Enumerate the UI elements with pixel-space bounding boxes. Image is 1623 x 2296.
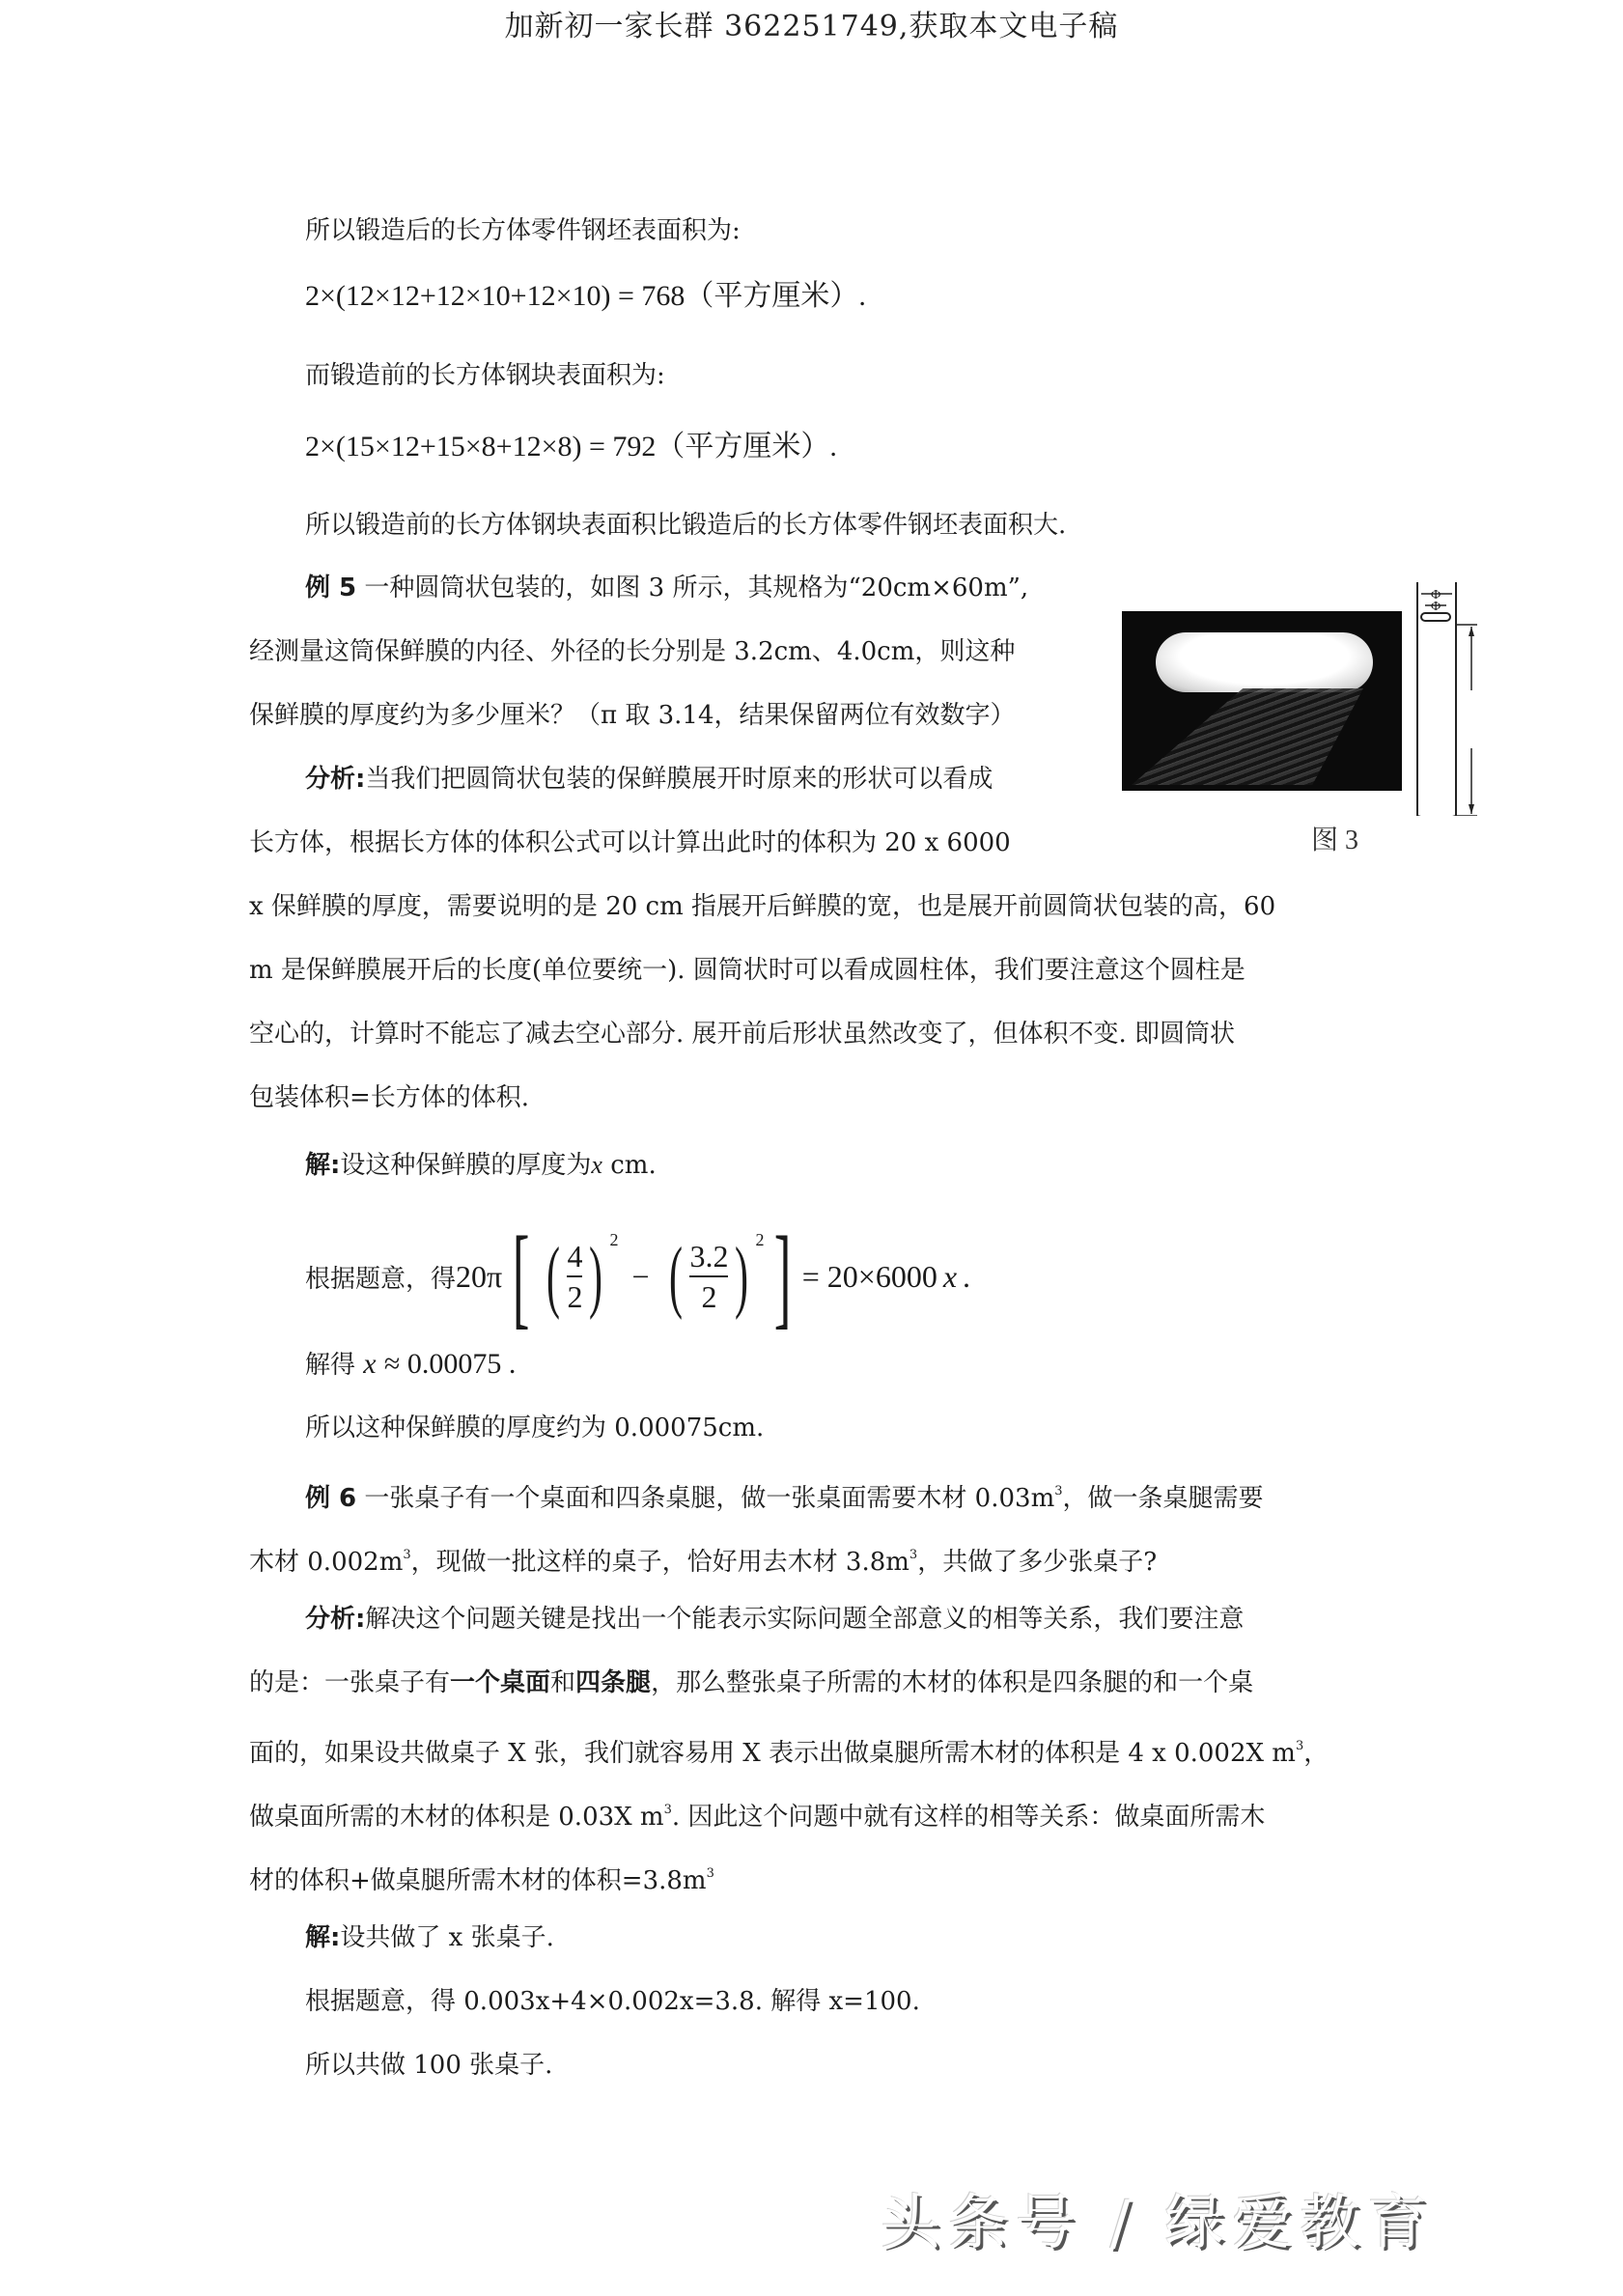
text-line: 所以锻造后的长方体零件钢坯表面积为: xyxy=(305,216,741,245)
example6-analysis-line xyxy=(249,1730,1329,1770)
example5-analysis-line: 长方体，根据长方体的体积公式可以计算出此时的体积为 20 x 6000 xyxy=(249,828,1011,857)
variable-x: x xyxy=(942,1258,958,1294)
svg-text:Φ: Φ xyxy=(1431,600,1441,614)
left-paren: ( xyxy=(669,1231,684,1321)
superscript: 3 xyxy=(1295,1739,1304,1753)
period: . xyxy=(963,1258,971,1294)
superscript: 3 xyxy=(1054,1484,1063,1498)
denominator: 2 xyxy=(567,1279,583,1314)
example5-analysis-line: 包装体积=长方体的体积. xyxy=(249,1083,530,1112)
analysis-text: 解决这个问题关键是找出一个能表示实际问题全部意义的相等关系，我们要注意 xyxy=(365,1605,1245,1634)
equation-rhs: = 20×6000 xyxy=(801,1258,937,1294)
unit-text: cm. xyxy=(602,1151,657,1180)
example5-solution-line xyxy=(305,1149,657,1182)
film-roll-shape xyxy=(1156,632,1373,692)
example6-equation-line: 根据题意，得 0.003x+4×0.002x=3.8. 解得 x=100. xyxy=(305,1987,920,2016)
equation-surface-before: 2×(15×12+15×8+12×8) = 792（平方厘米）. xyxy=(305,431,837,462)
example5-problem-line xyxy=(305,572,1028,604)
unrolled-film-shape xyxy=(1132,688,1363,785)
cling-film-photo xyxy=(1122,611,1402,791)
analysis-text: 面的，如果设共做桌子 X 张，我们就容易用 X 表示出做桌腿所需木材的体积是 4 x 0.002X m xyxy=(249,1739,1296,1768)
variable-x: x xyxy=(363,1348,377,1380)
equation-surface-after: 2×(12×12+12×10+12×10) = 768（平方厘米）. xyxy=(305,280,866,312)
left-bracket: [ xyxy=(512,1213,530,1339)
example6-answer-line: 所以共做 100 张桌子. xyxy=(305,2051,553,2080)
svg-text:Φ: Φ xyxy=(1431,588,1441,602)
analysis-text: 当我们把圆筒状包装的保鲜膜展开时原来的形状可以看成 xyxy=(365,765,993,794)
minus-sign: − xyxy=(631,1258,650,1294)
solution-text: 设这种保鲜膜的厚度为 xyxy=(340,1151,592,1180)
problem-text: ，做一条桌腿需要 xyxy=(1062,1484,1264,1513)
right-paren: ) xyxy=(589,1231,603,1321)
example5-label: 例 5 xyxy=(305,574,357,602)
denominator: 2 xyxy=(701,1279,717,1314)
problem-text: 一种圆筒状包装的，如图 3 所示，其规格为“20cm×60m”, xyxy=(356,574,1029,602)
analysis-text: ， xyxy=(1303,1739,1329,1768)
page-header-note: 加新初一家长群 362251749,获取本文电子稿 xyxy=(504,10,1119,43)
variable-x: x xyxy=(591,1151,602,1179)
superscript: 3 xyxy=(403,1548,411,1562)
exponent: 2 xyxy=(755,1230,765,1249)
right-bracket: ] xyxy=(774,1213,792,1339)
analysis-label: 分析: xyxy=(305,765,366,794)
example5-problem-line: 经测量这筒保鲜膜的内径、外径的长分别是 3.2cm、4.0cm，则这种 xyxy=(249,637,1016,666)
watermark: 头条号 / 绿爱教育 xyxy=(881,2187,1436,2257)
example5-answer-line: 所以这种保鲜膜的厚度约为 0.00075cm. xyxy=(305,1414,765,1442)
equation-prefix: 根据题意，得 xyxy=(305,1264,457,1294)
equation-coefficient: 20π xyxy=(456,1258,503,1294)
analysis-text: 和 xyxy=(550,1668,576,1697)
superscript: 3 xyxy=(663,1803,672,1817)
example5-analysis-line: m 是保鲜膜展开后的长度(单位要统一). 圆筒状时可以看成圆柱体，我们要注意这个圆柱是 xyxy=(249,956,1245,985)
example5-analysis-line xyxy=(305,763,993,796)
conclusion-line: 所以锻造前的长方体钢块表面积比锻造后的长方体零件钢坯表面积大. xyxy=(305,511,1067,540)
example6-analysis-line xyxy=(249,1858,714,1897)
analysis-label: 分析: xyxy=(305,1605,366,1634)
example6-analysis-line xyxy=(305,1603,1244,1636)
analysis-text: 材的体积+做桌腿所需木材的体积=3.8m xyxy=(249,1866,707,1895)
solution-label: 解: xyxy=(305,1151,341,1180)
analysis-text: 的是：一张桌子有 xyxy=(249,1668,451,1697)
example5-analysis-line: x 保鲜膜的厚度，需要说明的是 20 cm 指展开后鲜膜的宽，也是展开前圆筒状包装的高，60 xyxy=(249,892,1276,921)
superscript: 3 xyxy=(909,1548,918,1562)
right-paren: ) xyxy=(735,1231,749,1321)
exponent: 2 xyxy=(609,1230,619,1249)
example6-analysis-line xyxy=(249,1794,1265,1834)
numerator: 4 xyxy=(567,1239,583,1274)
text-line: 而锻造前的长方体钢块表面积为: xyxy=(305,361,665,390)
example5-problem-line: 保鲜膜的厚度约为多少厘米？（π 取 3.14，结果保留两位有效数字） xyxy=(249,701,1016,730)
solution-label: 解: xyxy=(305,1923,341,1952)
left-paren: ( xyxy=(546,1231,561,1321)
emphasis-text: 一个桌面 xyxy=(450,1668,551,1697)
example5-result-line xyxy=(305,1348,516,1382)
example5-analysis-line: 空心的，计算时不能忘了减去空心部分. 展开前后形状虽然改变了，但体积不变. 即圆筒状 xyxy=(249,1020,1236,1049)
analysis-text: . 因此这个问题中就有这样的相等关系：做桌面所需木 xyxy=(671,1803,1266,1832)
solution-text: 设共做了 x 张桌子. xyxy=(340,1923,554,1952)
analysis-text: ，那么整张桌子所需的木材的体积是四条腿的和一个桌 xyxy=(651,1668,1254,1697)
fraction-inner xyxy=(689,1239,728,1314)
problem-text: ，共做了多少张桌子? xyxy=(917,1548,1158,1577)
superscript: 3 xyxy=(706,1866,714,1881)
example6-solution-line xyxy=(305,1921,554,1954)
fraction-bar xyxy=(689,1275,728,1277)
fraction-bar xyxy=(567,1275,582,1277)
example6-label: 例 6 xyxy=(305,1484,357,1513)
problem-text: 一张桌子有一个桌面和四条桌腿，做一张桌面需要木材 0.03m xyxy=(356,1484,1055,1513)
fraction-outer xyxy=(567,1239,582,1314)
numerator: 3.2 xyxy=(689,1239,729,1274)
problem-text: 木材 0.002m xyxy=(249,1548,404,1577)
example6-problem-line xyxy=(305,1475,1264,1515)
figure-caption: 图 3 xyxy=(1311,826,1359,855)
cylinder-diagram-icon xyxy=(1412,574,1479,816)
emphasis-text: 四条腿 xyxy=(575,1668,652,1697)
result-value: ≈ 0.00075 . xyxy=(383,1348,517,1380)
example5-equation xyxy=(305,1213,971,1339)
analysis-text: 做桌面所需的木材的体积是 0.03X m xyxy=(249,1803,664,1832)
problem-text: ，现做一批这样的桌子，恰好用去木材 3.8m xyxy=(410,1548,909,1577)
result-prefix: 解得 xyxy=(305,1351,356,1380)
example6-analysis-line xyxy=(249,1666,1253,1699)
example6-problem-line xyxy=(249,1539,1157,1579)
